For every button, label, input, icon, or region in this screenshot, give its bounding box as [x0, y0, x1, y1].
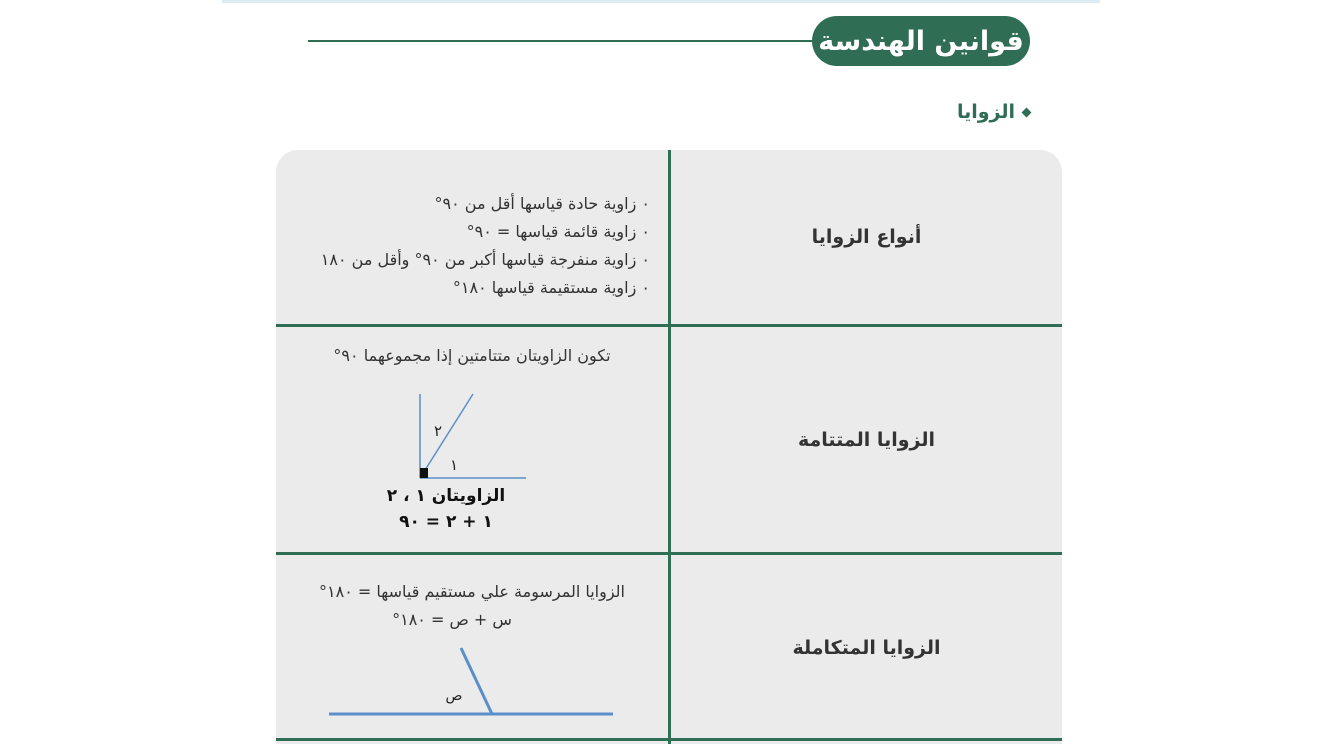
supplementary-description: الزوايا المرسومة علي مستقيم قياسها = ١٨٠° [319, 582, 625, 601]
angled-ray [461, 648, 492, 714]
supplementary-equation: س + ص = ١٨٠° [392, 610, 512, 629]
angle-1-label: ١ [449, 456, 459, 474]
diamond-bullet-icon [1022, 107, 1032, 117]
list-item: ٠ زاوية منفرجة قياسها أكبر من ٩٠° وأقل من ١٨٠ [320, 250, 650, 269]
angle-types-list [276, 190, 650, 302]
section-title: الزوايا [956, 101, 1015, 123]
figure-caption-line1: الزاويتان ١ ، ٢ [386, 486, 506, 506]
row-label-angle-types: أنواع الزوايا [811, 226, 922, 248]
middle-ray [420, 394, 473, 478]
figure-caption-line2: ١ + ٢ = ٩٠ [399, 512, 493, 532]
right-angle-mark-icon [420, 468, 428, 478]
list-item: ٠ زاوية قائمة قياسها = ٩٠° [466, 222, 650, 241]
top-border-strip [222, 0, 1100, 3]
list-item: ٠ زاوية حادة قياسها أقل من ٩٠° [434, 194, 650, 213]
section-heading [900, 98, 1030, 126]
row-label-complementary: الزوايا المتتامة [798, 428, 935, 451]
supplementary-angles-figure [326, 644, 616, 720]
title-divider-line [308, 40, 828, 42]
angle-2-label: ٢ [433, 422, 443, 440]
row-label-supplementary: الزوايا المتكاملة [792, 637, 941, 659]
angles-table [276, 150, 1062, 744]
complementary-description: تكون الزاويتان متتامتين إذا مجموعهما ٩٠° [333, 346, 611, 365]
angle-label: ص [445, 688, 463, 704]
page-title: قوانين الهندسة [812, 16, 1030, 66]
list-item: ٠ زاوية مستقيمة قياسها ١٨٠° [452, 278, 650, 297]
